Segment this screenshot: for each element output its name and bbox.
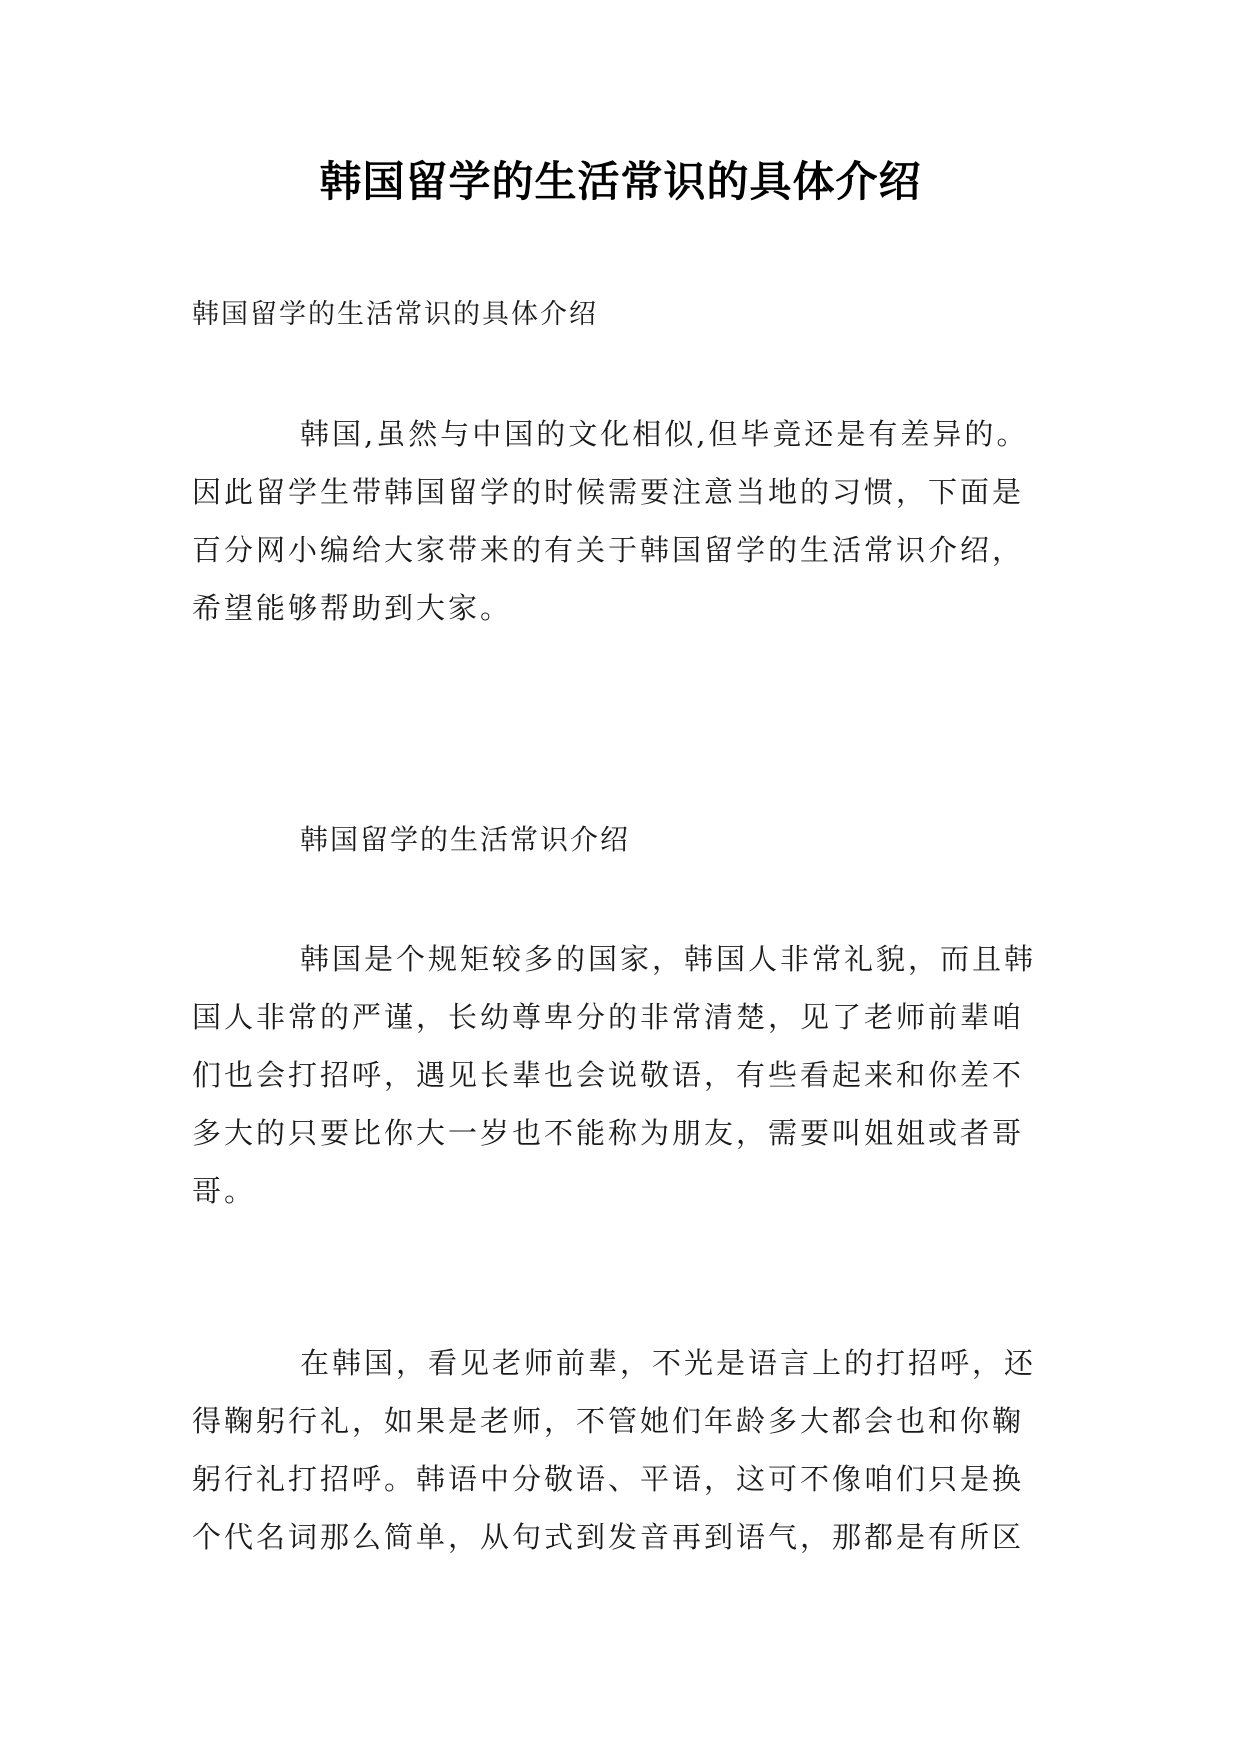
paragraph-line: 躬行礼打招呼。韩语中分敬语、平语，这可不像咱们只是换	[192, 1462, 1025, 1496]
paragraph-line: 在韩国，看见老师前辈，不光是语言上的打招呼，还	[300, 1346, 1037, 1380]
paragraph-line: 希望能够帮助到大家。	[192, 591, 513, 625]
paragraph-line: 韩国是个规矩较多的国家，韩国人非常礼貌，而且韩	[300, 942, 1037, 976]
paragraph-etiquette	[192, 930, 1050, 1220]
paragraph-line: 多大的只要比你大一岁也不能称为朋友，需要叫姐姐或者哥	[192, 1116, 1025, 1150]
paragraph-line: 们也会打招呼，遇见长辈也会说敬语，有些看起来和你差不	[192, 1058, 1025, 1092]
paragraph-line: 百分网小编给大家带来的有关于韩国留学的生活常识介绍，	[192, 533, 1025, 567]
paragraph-greeting	[192, 1334, 1050, 1566]
paragraph-line: 个代名词那么简单，从句式到发音再到语气，那都是有所区	[192, 1520, 1025, 1554]
paragraph-line: 因此留学生带韩国留学的时候需要注意当地的习惯，下面是	[192, 475, 1025, 509]
document-subtitle: 韩国留学的生活常识的具体介绍	[192, 299, 598, 330]
paragraph-line: 哥。	[192, 1174, 257, 1208]
paragraph-intro	[192, 405, 1050, 637]
section-heading: 韩国留学的生活常识介绍	[300, 823, 631, 856]
document-title: 韩国留学的生活常识的具体介绍	[319, 157, 922, 206]
paragraph-line: 得鞠躬行礼，如果是老师，不管她们年龄多大都会也和你鞠	[192, 1404, 1025, 1438]
paragraph-line: 国人非常的严谨，长幼尊卑分的非常清楚，见了老师前辈咱	[192, 1000, 1025, 1034]
paragraph-line: 韩国,虽然与中国的文化相似,但毕竟还是有差异的。	[300, 417, 1029, 451]
